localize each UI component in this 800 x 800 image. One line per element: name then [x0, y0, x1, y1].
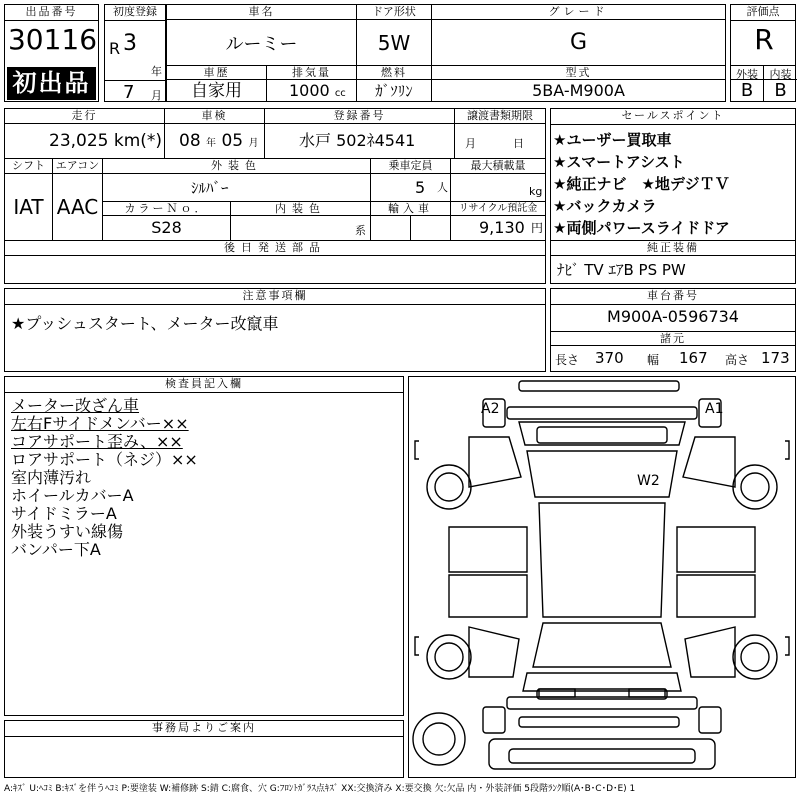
width-label: 幅 [647, 353, 660, 367]
int-color-cell [231, 216, 371, 240]
remark-line: 外装うすい線傷 [11, 522, 124, 541]
remark-line: バンパー下A [11, 540, 101, 559]
damage-mark-a1: A1 [705, 401, 724, 417]
max-load-label: 最大積載量 [451, 159, 545, 174]
door-value: 5W [357, 20, 432, 65]
score-label: 評価点 [731, 5, 795, 21]
top-block [4, 4, 796, 102]
inspection-month: 05 [221, 131, 244, 151]
remark-line: 室内薄汚れ [11, 468, 92, 487]
remark-line: コアサポート歪み、×× [11, 432, 183, 451]
height-value: 173 [761, 349, 790, 367]
length-value: 370 [595, 349, 624, 367]
displacement-label: 排気量 [267, 66, 357, 80]
genuine-label: 純正装備 [551, 241, 795, 256]
remark-line: メーター改ざん車 [11, 396, 140, 415]
mileage-value: 23,025 [49, 131, 109, 151]
displacement-cell [267, 80, 357, 102]
int-color-unit: 系 [355, 224, 366, 237]
int-color-label: 内装色 [231, 202, 371, 216]
inspector-lines [11, 397, 198, 559]
legend-footer: A:ｷｽﾞ U:ﾍｺﾐ B:ｷｽﾞを伴うﾍｺﾐ P:要塗装 W:補修跡 S:錆 C:腐食、穴 G:ﾌﾛﾝﾄｶﾞﾗｽ点ｷｽﾞ XX:交換済み X:要交換 欠:欠品 内・外装評価 5段階ﾗﾝｸ順(A･B･C･D･E) 1 [4, 784, 636, 794]
inspector-block [4, 376, 404, 716]
sales-points-block [550, 108, 796, 284]
capacity-label: 乗車定員 [371, 159, 451, 174]
import-cell-b [411, 216, 451, 240]
capacity-value: 5 [415, 178, 426, 197]
fuel-label: 燃料 [357, 66, 432, 80]
capacity-cell [371, 174, 451, 202]
notes-block [4, 288, 546, 372]
plate-value: 水戸 502ﾈ4541 [265, 124, 455, 158]
month-unit: 月 [151, 89, 162, 102]
damage-mark-a2: A2 [481, 401, 500, 417]
color-no-label: カラーＮｏ． [103, 202, 231, 216]
sales-point: ★バックカメラ [553, 197, 657, 215]
inspection-cell [165, 124, 265, 158]
era: R [109, 39, 121, 58]
score-block [730, 4, 796, 102]
recycle-cell [451, 216, 545, 240]
spec-block [4, 108, 546, 284]
import-label: 輸入車 [371, 202, 451, 216]
recycle-unit: 円 [531, 221, 544, 235]
chassis-label: 車台番号 [551, 289, 795, 305]
capacity-unit: 人 [437, 181, 448, 194]
reg-year: 3 [123, 31, 137, 56]
fuel-value: ｶﾞｿﾘﾝ [357, 80, 432, 102]
mileage-label: 走行 [5, 109, 165, 124]
first-reg-block [104, 4, 166, 102]
car-main-block [166, 4, 726, 102]
door-label: ドア形状 [357, 5, 432, 20]
history-value: 自家用 [167, 80, 267, 102]
remark-line: ロアサポート（ネジ）×× [11, 450, 198, 469]
max-load-unit: kg [529, 185, 543, 198]
sales-points-label: セールスポイント [551, 109, 795, 125]
sales-point: ★純正ナビ ★地デジＴＶ [553, 175, 730, 193]
width-value: 167 [679, 349, 708, 367]
length-label: 長さ [555, 353, 580, 367]
aircon-label: エアコン [53, 159, 103, 174]
car-diagram [409, 377, 795, 777]
sales-point: ★両側パワースライドドア [553, 219, 730, 237]
ext-color-label: 外装色 [103, 159, 371, 174]
office-block [4, 720, 404, 778]
inspector-label: 検査員記入欄 [5, 377, 403, 393]
shift-value: IAT [5, 174, 53, 240]
ext-grade-label: 外装 [731, 66, 764, 80]
lot-block [4, 4, 99, 102]
year-unit: 年 [151, 65, 162, 78]
mileage-unit: km(*) [113, 131, 163, 151]
notes-label: 注意事項欄 [5, 289, 545, 305]
ext-color-value: ｼﾙﾊﾞｰ [103, 174, 371, 202]
grade-value: G [569, 30, 588, 55]
sales-point: ★スマートアシスト [553, 153, 685, 171]
car-name-label: 車名 [167, 5, 357, 20]
recycle-label: リサイクル預託金 [451, 202, 545, 216]
first-reg-label: 初度登録 [105, 5, 165, 21]
remark-line: サイドミラーA [11, 504, 117, 523]
dims-row [551, 347, 795, 371]
chassis-block [550, 288, 796, 372]
import-cell-a [371, 216, 411, 240]
reg-month: 7 [123, 82, 135, 103]
color-no-value: S28 [103, 216, 231, 240]
ext-grade-value: B [731, 80, 764, 102]
car-name-value: ルーミー [167, 20, 357, 65]
transfer-label: 譲渡書類期限 [455, 109, 545, 124]
dims-label: 諸元 [551, 332, 795, 346]
history-label: 車歴 [167, 66, 267, 80]
aircon-value: AAC [53, 174, 103, 240]
inspection-year: 08 [179, 131, 201, 151]
plate-label: 登録番号 [265, 109, 455, 124]
inspection-month-unit: 月 [248, 138, 259, 149]
recycle-value: 9,130 [479, 218, 525, 237]
max-load-cell [451, 174, 545, 202]
inspection-label: 車検 [165, 109, 265, 124]
chassis-value: M900A-0596734 [607, 307, 739, 326]
displacement-unit: cc [334, 88, 346, 99]
later-parts-label: 後日発送部品 [5, 241, 545, 256]
score-value: R [754, 23, 774, 56]
inspection-year-unit: 年 [206, 138, 217, 149]
sales-points-list [553, 129, 795, 239]
transfer-day-unit: 日 [513, 137, 524, 150]
height-label: 高さ [725, 353, 750, 367]
sales-point: ★ユーザー買取車 [553, 131, 672, 149]
transfer-cell [455, 124, 545, 158]
office-label: 事務局よりご案内 [5, 721, 403, 737]
genuine-value: ﾅﾋﾞ TV ｴｱB PS PW [557, 261, 686, 279]
damage-mark-w2: W2 [637, 473, 660, 489]
int-grade-value: B [774, 80, 787, 101]
shift-label: シフト [5, 159, 53, 174]
displacement-value: 1000 [289, 81, 330, 100]
car-diagram-block [408, 376, 796, 778]
notes-value: ★プッシュスタート、メーター改竄車 [11, 314, 279, 333]
int-grade-label: 内装 [764, 66, 797, 80]
grade-label: グレード [432, 5, 725, 20]
remark-line: ホイールカバーA [11, 486, 134, 505]
mileage-cell [5, 124, 165, 158]
lot-label: 出品番号 [5, 5, 98, 21]
model-label: 型式 [432, 66, 725, 80]
transfer-month-unit: 月 [465, 137, 476, 150]
first-listing-badge: 初出品 [7, 67, 96, 100]
remark-line: 左右Fサイドメンバー×× [11, 414, 189, 433]
model-value: 5BA-M900A [532, 81, 625, 100]
lot-number: 30116 [7, 23, 98, 56]
